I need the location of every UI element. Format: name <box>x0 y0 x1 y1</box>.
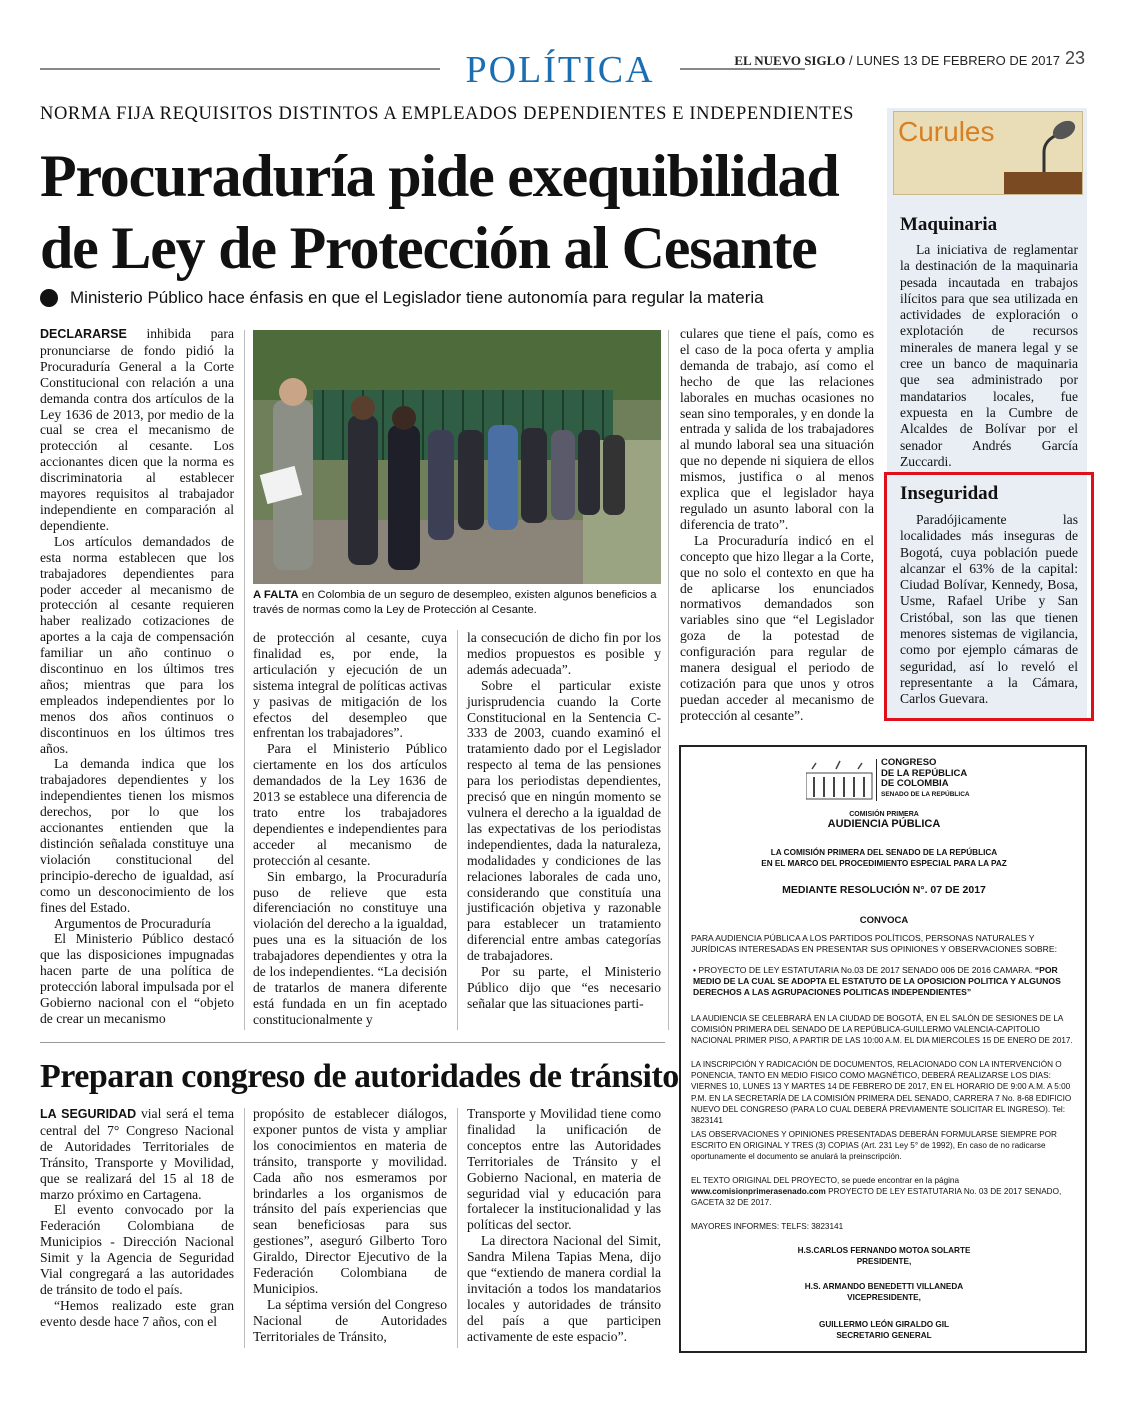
signatory-name: H.S.CARLOS FERNANDO MOTOA SOLARTE <box>797 1246 971 1255</box>
article-subhead <box>40 288 764 308</box>
column-rule <box>457 1108 458 1348</box>
paragraph: propósito de establecer diálogos, exponer puntos de vista y ampliar los conocimientos en materia de tránsito, transporte y movilidad. Cada año nos esmeramos por brindarles a los organismos de tránsito del país experiencias que sean beneficiosas para sus gestiones”, aseguró Gilberto Toro Giraldo, Director Ejecutivo de la Federación Colombiana de Municipios. <box>253 1106 447 1296</box>
microphone-icon <box>894 112 1083 195</box>
article-column-1 <box>40 326 234 1027</box>
ad-proyecto-bold: “POR MEDIO DE LA CUAL SE ADOPTA EL ESTATUTO DE LA OPOSICION POLITICA Y ALGUNOS DERECHOS A LAS AGRUPACIONES POLITICAS INDEPENDIENTES” <box>693 965 1061 998</box>
article2-column-1 <box>40 1106 234 1330</box>
article-headline <box>40 140 880 284</box>
article2-headline: Preparan congreso de autoridades de tránsito <box>40 1058 679 1095</box>
news-photo <box>253 330 661 584</box>
ad-paragraph-2: LA INSCRIPCIÓN Y RADICACIÓN DE DOCUMENTOS, RELACIONADO CON LA INTERVENCIÓN O PONENCIA, TANTO EN MEDIO FISICO COMO MAGNÉTICO, DEBERÁ REALIZARSE LOS DIAS: VIERNES 10, LUNES 13 Y MARTES 14 DE FEBRERO DE 2017, EN EL HORARIO DE 9:00 A.M. A 5:00 P.M. EN LA SECRETARÍA DE LA COMISIÓN PRIMERA DEL SENADO, CARRERA 7 No. 8-68 EDIFICIO NUEVO DEL CONGRESO (PARA LO CUAL DEBERÁ PREVIAMENTE SOLICITAR EL INGRESO). Tel: 3823141 <box>691 1060 1072 1126</box>
sidebar-head-maquinaria: Maquinaria <box>900 214 998 235</box>
caption-text: en Colombia de un seguro de desempleo, existen algunos beneficios a través de normas como la Ley de Protección al Cesante. <box>253 589 657 616</box>
masthead <box>734 53 1060 69</box>
subheading: Argumentos de Procuraduría <box>54 915 211 931</box>
article-column-3 <box>467 630 661 1012</box>
logo-line: DE LA REPÚBLICA <box>881 767 968 779</box>
column-rule <box>244 330 245 1030</box>
logo-line: CONGRESO <box>881 757 937 768</box>
ad-commission: COMISIÓN PRIMERA <box>849 811 919 818</box>
paragraph-text: vial será el tema central del 7° Congreso Nacional de Autoridades Territoriales de Tránsito, Transporte y Movilidad, que se realizará del 15 al 18 de marzo próximo en Cartagena. <box>40 1106 234 1202</box>
headline-line-2: de Ley de Protección al Cesante <box>40 215 817 281</box>
photo-caption <box>253 588 663 618</box>
paragraph: La iniciativa de reglamentar la destinación de la maquinaria pesada incautada en trabajos ilícitos para que sea utilizada en actividades de exploración o explotación de recursos minerales de manera legal y se cree un banco de maquinaria que sea administrado por mandatarios locales, fue expuesta en la Cumbre de Alcaldes de Bolívar por el senador Andrés García Zuccardi. <box>900 242 1078 469</box>
ad-proyecto-plain: PROYECTO DE LEY ESTATUTARIA No.03 DE 2017 SENADO 006 DE 2016 CAMARA. <box>698 965 1033 975</box>
section-divider <box>40 1042 665 1043</box>
paragraph: de protección al cesante, cuya finalidad es, por ende, la articulación y ejecución de un sistema integral de políticas activas y pasivas de mitigación de los efectos del desempleo que enfrentan los trabajadores”. <box>253 630 447 741</box>
paragraph: La demanda indica que los trabajadores dependientes y los independientes tienen los mismos derechos, por lo que los accionantes entienden que la distinción señalada constituye una violación constitucional del principio-derecho de igualdad, así como un desconocimiento de los fines del Estado. <box>40 756 234 915</box>
ad-paragraph-3: LAS OBSERVACIONES Y OPINIONES PRESENTADAS DEBERÁN FORMULARSE SIEMPRE POR ESCRITO EN ORIGINAL Y TRES (3) COPIAS (Art. 231 Ley 5° de 1992), En caso de no radicarse oportunamente el documento se anulará la preinscripción. <box>691 1130 1057 1162</box>
article-column-4 <box>680 326 874 724</box>
sidebar-title: Curules <box>898 116 995 147</box>
paragraph: El Ministerio Público destacó que las disposiciones impugnadas hacen parte de una política de protección laboral impulsada por el Gobierno nacional con el “objeto de crear un mecanismo <box>40 931 234 1026</box>
sidebar-head-inseguridad: Inseguridad <box>900 483 999 504</box>
paragraph: Paradójicamente las localidades más inseguras de Bogotá, cuya población puede alcanzar el 63% de la capital: Ciudad Bolívar, Kennedy, Bosa, Usme, Rafael Uribe y San Cristóbal, son las que tienen menores sistemas de vigilancia, como por ejemplo cámaras de seguridad, así lo reveló el representante a la Cámara, Carlos Guevara. <box>900 512 1078 707</box>
highlight-box <box>884 472 1094 721</box>
paragraph: Sobre el particular existe jurisprudencia cuando la Corte Constitucional en la Sentencia C-333 de 2003, cuando examinó el tratamiento dado por el Legislador respecto al tema de las pensiones para los periodistas dependientes, precisó que en ningún momento se vulnera el derecho a la igualdad de las expectativas de los periodistas independientes, dada la naturaleza, modalidades y condiciones de las relaciones laborales de cada uno, considerando que constituía una justificación objetiva y razonable para establecer un tratamiento diferencial entre ambas categorías de trabajadores. <box>467 677 661 964</box>
logo-line: SENADO DE LA REPÚBLICA <box>881 790 970 798</box>
ad-contact: MAYORES INFORMES: TELFS: 3823141 <box>691 1222 844 1231</box>
lead-word: DECLARARSE <box>40 327 127 341</box>
section-title: POLÍTICA <box>465 49 655 91</box>
issue-date: / LUNES 13 DE FEBRERO DE 2017 <box>849 53 1060 68</box>
paragraph: La Procuraduría indicó en el concepto que hizo llegar a la Corte, que no solo el contexto en que ha de aplicarse los enunciados normativos demandados son variables sino que “el Legislador goza de la potestad de configuración para regular de manera desigual el periodo de cotización para que unos y otros puedan acceder al mecanismo de protección al cesante”. <box>680 532 874 723</box>
logo-line: DE COLOMBIA <box>881 778 949 789</box>
ad-signature-2 <box>691 1281 1077 1303</box>
ad-title: AUDIENCIA PÚBLICA <box>827 818 941 830</box>
ad-website-link[interactable]: www.comisionprimerasenado.com <box>691 1187 826 1197</box>
photo-illustration <box>253 330 661 584</box>
headline-line-1: Procuraduría pide exequibilidad <box>40 143 839 209</box>
paragraph: La séptima versión del Congreso Nacional de Autoridades Territoriales de Tránsito, <box>253 1296 447 1344</box>
page-number: 23 <box>1064 48 1085 68</box>
paragraph-text: inhibida para pronunciarse de fondo pidió la Procuraduría General a la Corte Constitucional con relación a una demanda contra dos artículos de la Ley 1636 de 2013, por medio de la cual se crea el mecanismo de protección al cesante. Los accionantes dicen que la norma es discriminatoria al establecer mayores requisitos al trabajador independiente en comparación al dependiente. <box>40 326 234 533</box>
page-header <box>0 0 1125 95</box>
ad-intro-2: EN EL MARCO DEL PROCEDIMIENTO ESPECIAL PARA LA PAZ <box>761 859 1007 868</box>
ad-paragraph-4 <box>691 1175 1077 1209</box>
article-kicker: NORMA FIJA REQUISITOS DISTINTOS A EMPLEADOS DEPENDIENTES E INDEPENDIENTES <box>40 104 854 124</box>
paragraph <box>40 1106 234 1202</box>
paragraph: Transporte y Movilidad tiene como finalidad la unificación de conceptos entre las Autoridades Territoriales de Tránsito y el Gobierno Nacional, en materia de seguridad vial y educación para fortalecer la institucionalidad y las políticas del sector. <box>467 1106 661 1233</box>
column-rule <box>244 1108 245 1348</box>
ad-proyecto: • PROYECTO DE LEY ESTATUTARIA No.03 DE 2017 SENADO 006 DE 2016 CAMARA. “POR MEDIO DE LA CUAL SE ADOPTA EL ESTATUTO DE LA OPOSICION POLITICA Y ALGUNOS DERECHOS A LAS AGRUPACIONES POLITICAS INDEPENDIENTES” <box>693 965 1061 998</box>
logo-divider <box>876 759 877 801</box>
caption-lead: A FALTA <box>253 589 299 601</box>
ad-para: PARA AUDIENCIA PÚBLICA A LOS PARTIDOS POLÍTICOS, PERSONAS NATURALES Y JURÍDICAS INTERESADAS EN PRESENTAR SUS OPINIONES Y OBSERVACIONES SOBRE: <box>691 933 1057 955</box>
signatory-name: GUILLERMO LEÓN GIRALDO GIL <box>818 1320 950 1329</box>
paragraph: culares que tiene el país, como es el caso de la poca oferta y amplia demanda de trabajo, así como el hecho de que las relaciones laborales en muchas ocasiones no sean sino temporales, y en donde la entrada y salida de los trabajadores al mundo laboral sea una situación que no depende ni siquiera de ellos mismos, justifica o al menos explica que el legislador haya regulado un asunto laboral con la diferencia de trato”. <box>680 326 874 532</box>
curules-banner <box>893 111 1083 195</box>
sidebar-text-maquinaria <box>900 242 1078 470</box>
paragraph: “Hemos realizado este gran evento desde hace 7 años, con el <box>40 1297 234 1329</box>
subhead-text: Ministerio Público hace énfasis en que el Legislador tiene autonomía para regular la materia <box>70 288 764 307</box>
paper-name: EL NUEVO SIGLO <box>734 53 846 68</box>
signatory-role: PRESIDENTE, <box>856 1257 912 1267</box>
paragraph: El evento convocado por la Federación Colombiana de Municipios - Dirección Nacional Simit y la Agencia de Seguridad Vial congregará a las autoridades de tránsito de todo el país. <box>40 1202 234 1297</box>
article-column-2 <box>253 630 447 1028</box>
paragraph <box>40 326 234 534</box>
article2-column-2 <box>253 1106 447 1345</box>
ad-convoca: CONVOCA <box>859 915 909 926</box>
ad-resolution: MEDIANTE RESOLUCIÓN N°. 07 DE 2017 <box>782 884 986 896</box>
ad-paragraph-1: LA AUDIENCIA SE CELEBRARÁ EN LA CIUDAD DE BOGOTÁ, EN EL SALÓN DE SESIONES DE LA COMISIÓN PRIMERA DEL SENADO DE LA REPÚBLICA-GUILLERMO VALENCIA-CAPITOLIO NACIONAL PRIMER PISO, A PARTIR DE LAS 10:00 A.M. EL DIA MIERCOLES 15 DE ENERO DE 2017. <box>691 1014 1073 1046</box>
paragraph: Para el Ministerio Público ciertamente en los dos artículos demandados de la Ley 1636 de 2013 se establece una diferencia de trato entre los trabajadores dependientes e independientes para acceder al mecanismo de protección al cesante. <box>253 741 447 868</box>
ad-text: EL TEXTO ORIGINAL DEL PROYECTO, se puede encontrar en la página <box>691 1176 960 1185</box>
ad-signature-1 <box>691 1245 1077 1267</box>
article2-column-3 <box>467 1106 661 1345</box>
congress-logo-text <box>881 758 970 800</box>
paragraph: la consecución de dicho fin por los medios propuestos es posible y además adecuada”. <box>467 630 661 677</box>
column-rule <box>668 330 669 1030</box>
ad-signature-3 <box>691 1319 1077 1341</box>
bullet-icon <box>40 289 58 307</box>
signatory-role: VICEPRESIDENTE, <box>847 1293 921 1303</box>
header-rule-left <box>40 68 440 70</box>
paragraph: Sin embargo, la Procuraduría puso de relieve que esta diferenciación no constituye una violación del derecho a la igualdad, pues una es la situación de los trabajadores dependientes y otra la de los independientes. “La decisión de tratarlos de manera diferente está fundada en un fin aceptado constitucionalmente y <box>253 868 447 1027</box>
paragraph: Los artículos demandados de esta norma establecen que los trabajadores dependientes para poder acceder al mecanismo de protección al cesante requieren haber realizado cotizaciones de aportes a la caja de compensación familiar un año continuo o discontinuo en los últimos tres años; mientras que para los empleados independientes por lo menos dos años continuos o discontinuos en los últimos tres años. <box>40 533 234 756</box>
column-rule <box>457 630 458 1030</box>
signatory-name: H.S. ARMANDO BENEDETTI VILLANEDA <box>804 1282 964 1291</box>
paragraph: Por su parte, el Ministerio Público dijo que “es necesario señalar que las situaciones parti- <box>467 964 661 1011</box>
public-notice-ad <box>679 745 1087 1353</box>
signatory-role: SECRETARIO GENERAL <box>836 1331 932 1341</box>
ad-intro-1: LA COMISIÓN PRIMERA DEL SENADO DE LA REPÚBLICA <box>770 848 998 857</box>
ad-text: PROYECTO DE LEY ESTATUTARIA No. 03 DE 2017 SENADO, GACETA 32 DE 2017. <box>691 1187 1062 1208</box>
lead-word: LA SEGURIDAD <box>40 1107 137 1121</box>
paragraph: La directora Nacional del Simit, Sandra Milena Tapias Mena, dijo que “extiendo de manera cordial la invitación a todos los mandatarios locales y autoridades de tránsito del país a que participen activamente de este espacio”. <box>467 1233 661 1344</box>
